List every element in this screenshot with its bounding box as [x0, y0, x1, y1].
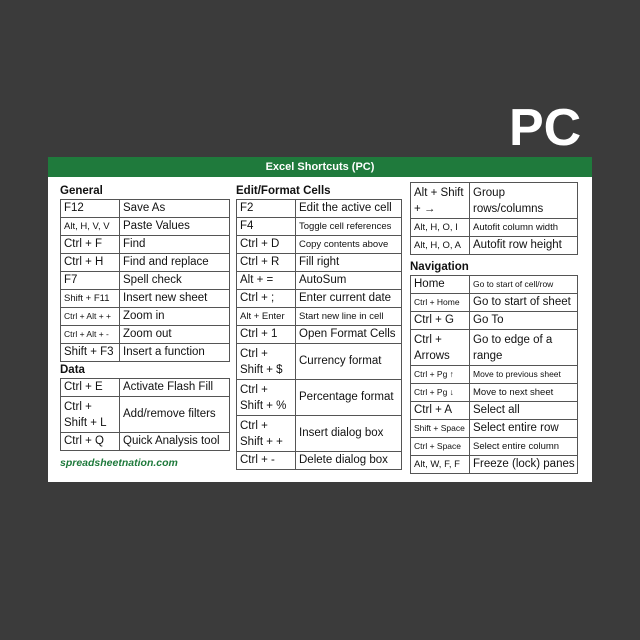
table-row	[61, 290, 230, 308]
shortcut-action: Group rows/columns	[470, 183, 578, 219]
table-row	[61, 397, 230, 433]
shortcut-key: Ctrl + Shift + L	[61, 397, 120, 433]
shortcut-action: Select all	[470, 402, 578, 420]
shortcut-action: Insert dialog box	[296, 416, 402, 452]
shortcut-action: Freeze (lock) panes	[470, 456, 578, 474]
shortcut-key: Alt, H, V, V	[61, 218, 120, 236]
table-row	[237, 290, 402, 308]
shortcut-key: Shift + F11	[61, 290, 120, 308]
shortcut-action: Edit the active cell	[296, 200, 402, 218]
edit-shortcuts-table	[236, 199, 402, 470]
section-heading-navigation: Navigation	[410, 261, 469, 273]
shortcut-action: Percentage format	[296, 380, 402, 416]
shortcut-action: Quick Analysis tool	[120, 433, 230, 451]
platform-label: PC	[509, 99, 582, 157]
shortcut-action: Activate Flash Fill	[120, 379, 230, 397]
shortcut-key: Alt, H, O, A	[411, 237, 470, 255]
table-row	[237, 236, 402, 254]
shortcut-action: Go to start of sheet	[470, 294, 578, 312]
shortcut-key: Ctrl + F	[61, 236, 120, 254]
table-row	[61, 344, 230, 362]
shortcut-key: Ctrl + 1	[237, 326, 296, 344]
shortcut-action: Enter current date	[296, 290, 402, 308]
shortcut-key: Shift + F3	[61, 344, 120, 362]
shortcut-action: Toggle cell references	[296, 218, 402, 236]
data-shortcuts-table	[60, 378, 230, 451]
shortcut-action: Move to next sheet	[470, 384, 578, 402]
shortcut-key: Shift + Space	[411, 420, 470, 438]
table-row	[411, 276, 578, 294]
shortcut-key: F4	[237, 218, 296, 236]
table-row	[237, 326, 402, 344]
section-heading-edit: Edit/Format Cells	[236, 185, 331, 197]
table-row	[411, 237, 578, 255]
table-row	[237, 200, 402, 218]
shortcut-key: Ctrl + H	[61, 254, 120, 272]
shortcut-key: Alt + =	[237, 272, 296, 290]
shortcut-action: Autofit column width	[470, 219, 578, 237]
shortcut-action: Autofit row height	[470, 237, 578, 255]
table-row	[411, 330, 578, 366]
shortcut-action: Go To	[470, 312, 578, 330]
table-row	[237, 344, 402, 380]
shortcut-action: Delete dialog box	[296, 452, 402, 470]
section-heading-general: General	[60, 185, 103, 197]
shortcut-action: Spell check	[120, 272, 230, 290]
shortcut-action: Insert new sheet	[120, 290, 230, 308]
shortcut-key: Ctrl + Home	[411, 294, 470, 312]
shortcut-action: Select entire row	[470, 420, 578, 438]
shortcut-key: Ctrl + ;	[237, 290, 296, 308]
misc-shortcuts-table	[410, 182, 578, 255]
shortcut-key: Ctrl + -	[237, 452, 296, 470]
shortcut-action: Save As	[120, 200, 230, 218]
shortcut-key: Ctrl + G	[411, 312, 470, 330]
table-row	[411, 438, 578, 456]
table-row	[61, 200, 230, 218]
table-row	[411, 294, 578, 312]
table-row	[411, 402, 578, 420]
shortcut-key: Home	[411, 276, 470, 294]
table-row	[411, 384, 578, 402]
shortcut-key: Ctrl + E	[61, 379, 120, 397]
shortcut-action: Go to edge of a range	[470, 330, 578, 366]
table-row	[411, 312, 578, 330]
table-row	[411, 420, 578, 438]
shortcut-action: Insert a function	[120, 344, 230, 362]
shortcut-key: Ctrl + Shift + $	[237, 344, 296, 380]
navigation-shortcuts-table	[410, 275, 578, 474]
column-edit-format	[236, 183, 402, 470]
section-heading-data: Data	[60, 364, 85, 376]
shortcut-key: Ctrl + Pg ↑	[411, 366, 470, 384]
table-row	[411, 456, 578, 474]
table-row	[411, 219, 578, 237]
shortcut-key: F12	[61, 200, 120, 218]
shortcut-key: Ctrl + Alt + +	[61, 308, 120, 326]
shortcut-action: Find	[120, 236, 230, 254]
table-row	[411, 183, 578, 219]
column-general-data	[60, 183, 230, 471]
shortcut-key: Ctrl + Alt + -	[61, 326, 120, 344]
table-row	[237, 218, 402, 236]
shortcut-key: Ctrl + A	[411, 402, 470, 420]
table-row	[61, 326, 230, 344]
table-row	[61, 308, 230, 326]
shortcut-action: Zoom out	[120, 326, 230, 344]
table-row	[61, 254, 230, 272]
shortcut-key: Ctrl + Shift + +	[237, 416, 296, 452]
shortcut-key: F7	[61, 272, 120, 290]
shortcut-card	[48, 157, 592, 482]
shortcut-key: Ctrl + Arrows	[411, 330, 470, 366]
shortcut-key: Alt, W, F, F	[411, 456, 470, 474]
shortcut-key: Alt, H, O, I	[411, 219, 470, 237]
general-shortcuts-table	[60, 199, 230, 362]
shortcut-action: Select entire column	[470, 438, 578, 456]
shortcut-action: Move to previous sheet	[470, 366, 578, 384]
table-row	[61, 433, 230, 451]
card-title-banner: Excel Shortcuts (PC)	[48, 157, 592, 177]
table-row	[61, 272, 230, 290]
source-link[interactable]: spreadsheetnation.com	[60, 457, 178, 469]
shortcut-action: Find and replace	[120, 254, 230, 272]
shortcut-action: Start new line in cell	[296, 308, 402, 326]
shortcut-action: Open Format Cells	[296, 326, 402, 344]
shortcut-key: Alt + Shift + →	[411, 183, 470, 219]
table-row	[237, 272, 402, 290]
table-row	[237, 380, 402, 416]
table-row	[237, 254, 402, 272]
shortcut-action: Paste Values	[120, 218, 230, 236]
table-row	[61, 236, 230, 254]
shortcut-key: Ctrl + D	[237, 236, 296, 254]
shortcut-action: Copy contents above	[296, 236, 402, 254]
shortcut-action: Fill right	[296, 254, 402, 272]
shortcut-key: Ctrl + Pg ↓	[411, 384, 470, 402]
table-row	[61, 218, 230, 236]
table-row	[237, 416, 402, 452]
shortcut-action: Go to start of cell/row	[470, 276, 578, 294]
shortcut-action: Zoom in	[120, 308, 230, 326]
table-row	[61, 379, 230, 397]
shortcut-key: Ctrl + Space	[411, 438, 470, 456]
table-row	[237, 308, 402, 326]
shortcut-action: Currency format	[296, 344, 402, 380]
table-row	[237, 452, 402, 470]
shortcut-key: Ctrl + Q	[61, 433, 120, 451]
shortcut-key: F2	[237, 200, 296, 218]
shortcut-key: Ctrl + Shift + %	[237, 380, 296, 416]
column-navigation	[410, 182, 578, 474]
shortcut-key: Ctrl + R	[237, 254, 296, 272]
table-row	[411, 366, 578, 384]
shortcut-action: AutoSum	[296, 272, 402, 290]
shortcut-action: Add/remove filters	[120, 397, 230, 433]
shortcut-key: Alt + Enter	[237, 308, 296, 326]
